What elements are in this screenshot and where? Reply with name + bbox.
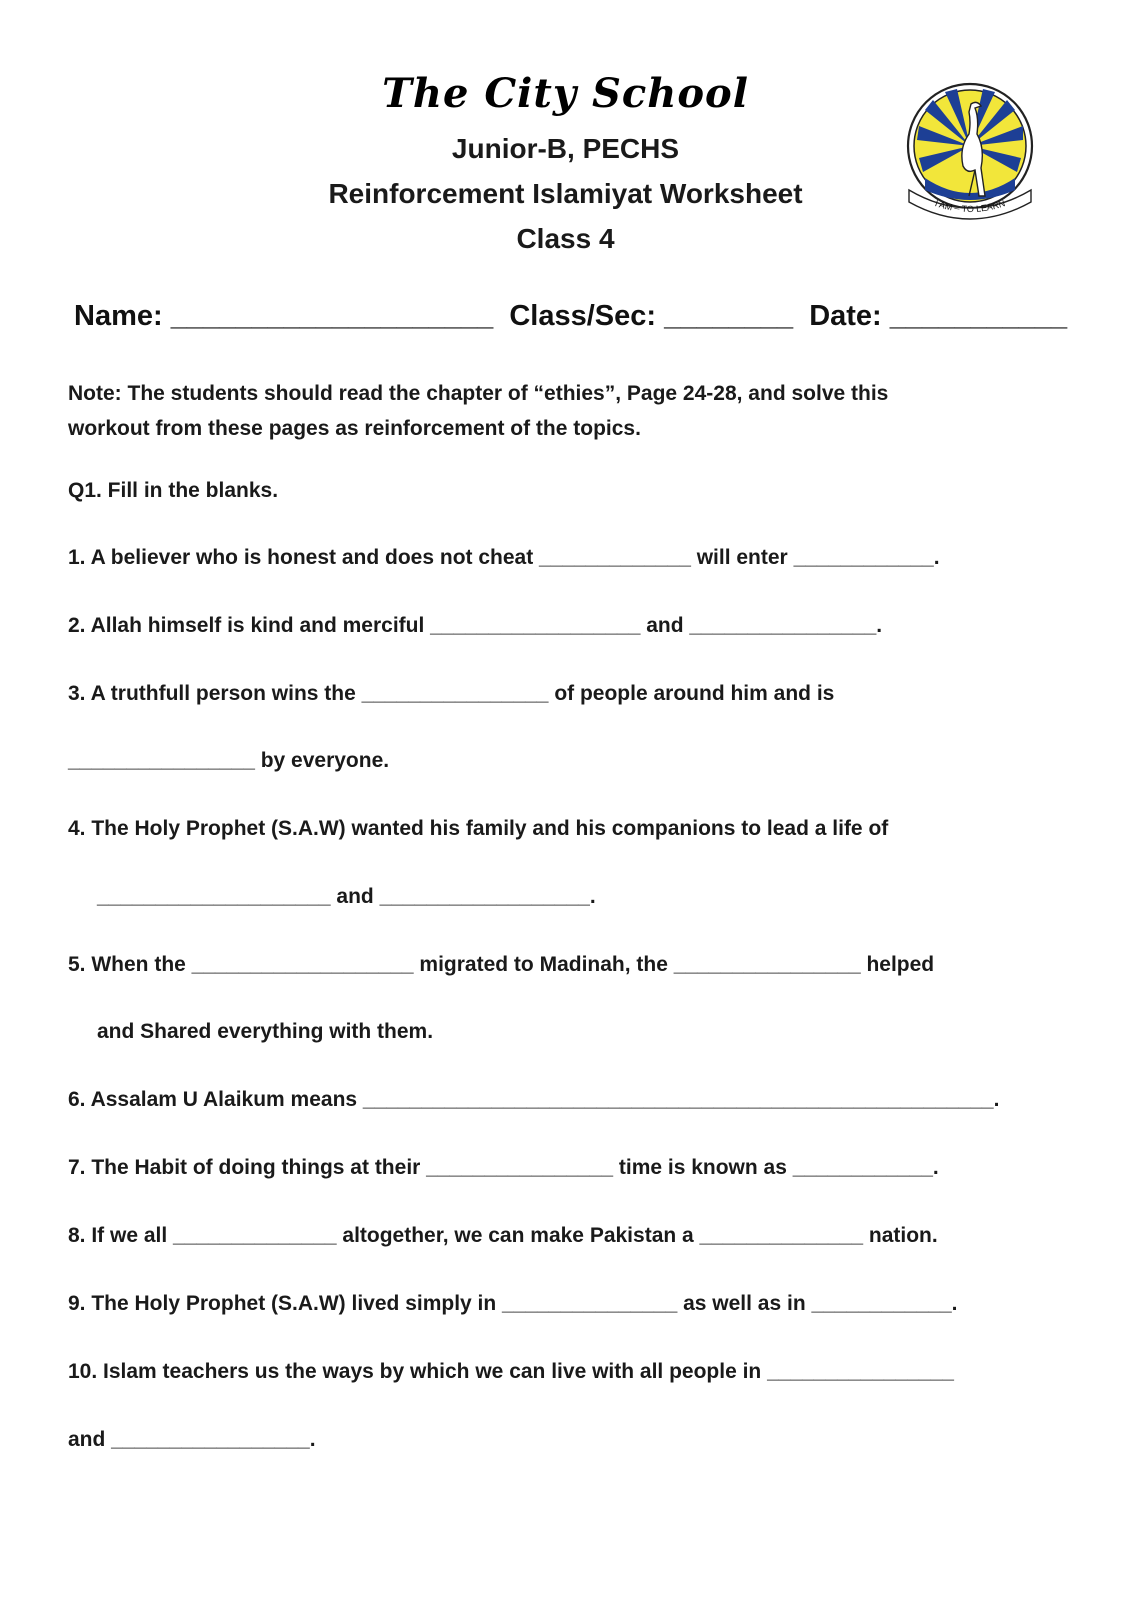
class-section-field[interactable]: Class/Sec: ________ [509, 300, 794, 332]
question-4-line-2[interactable]: ____________________ and __________________. [97, 885, 596, 908]
note-line-1: Note: The students should read the chapter of “ethies”, Page 24-28, and solve this [68, 382, 889, 405]
question-5-line-2: and Shared everything with them. [97, 1020, 434, 1043]
school-logo [905, 78, 1035, 238]
school-name: The City School [382, 70, 749, 117]
branch-name: Junior-B, PECHS [451, 133, 680, 164]
question-10-line-2[interactable]: and _________________. [68, 1428, 316, 1451]
instruction-note [68, 376, 1058, 446]
name-field[interactable]: Name: ____________________ [74, 300, 494, 332]
note-line-2: workout from these pages as reinforcement of the topics. [68, 417, 641, 440]
student-info-row [74, 298, 1074, 334]
question-3-line-1[interactable]: 3. A truthfull person wins the ________________ of people around him and is [68, 682, 835, 705]
question-9[interactable]: 9. The Holy Prophet (S.A.W) lived simply in _______________ as well as in ____________. [68, 1292, 958, 1315]
class-label: Class 4 [516, 223, 615, 254]
question-2[interactable]: 2. Allah himself is kind and merciful __________________ and ________________. [68, 614, 883, 637]
q1-heading: Q1. Fill in the blanks. [68, 479, 279, 502]
question-1[interactable]: 1. A believer who is honest and does not cheat _____________ will enter ____________. [68, 546, 940, 569]
worksheet-title: Reinforcement Islamiyat Worksheet [328, 178, 803, 209]
question-7[interactable]: 7. The Habit of doing things at their ________________ time is known as ____________. [68, 1156, 939, 1179]
question-10-line-1[interactable]: 10. Islam teachers us the ways by which we can live with all people in ________________ [68, 1360, 954, 1383]
question-8[interactable]: 8. If we all ______________ altogether, we can make Pakistan a ______________ nation. [68, 1224, 938, 1247]
question-6[interactable]: 6. Assalam U Alaikum means ______________________________________________________. [68, 1088, 1000, 1111]
date-field[interactable]: Date: ___________ [809, 300, 1068, 332]
question-5-line-1[interactable]: 5. When the ___________________ migrated to Madinah, the ________________ helped [68, 953, 935, 976]
logo-motto: I AM – TO LEARN [933, 198, 1007, 215]
question-3-line-2[interactable]: ________________ by everyone. [68, 749, 390, 772]
question-4-line-1: 4. The Holy Prophet (S.A.W) wanted his family and his companions to lead a life of [68, 817, 889, 840]
